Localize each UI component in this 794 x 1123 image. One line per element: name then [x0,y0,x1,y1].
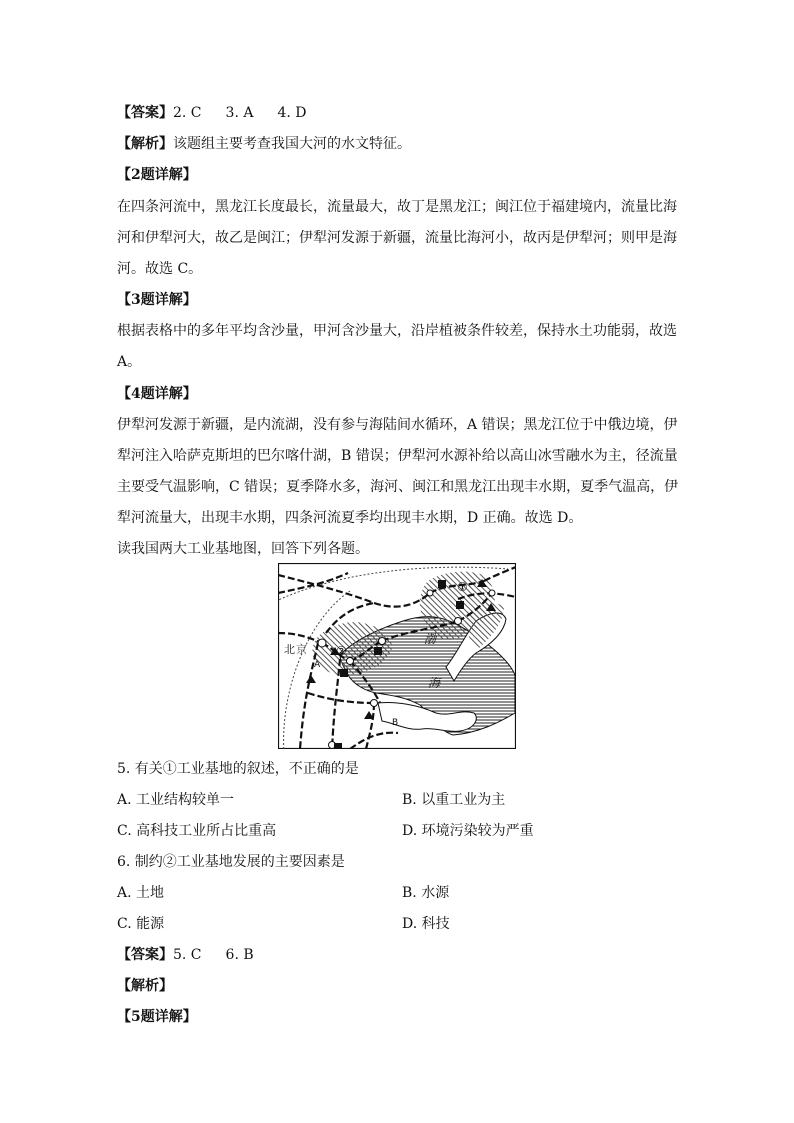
answer-item: 5. C [173,947,202,963]
q3-line: A。 [117,354,142,370]
analysis-tag-2: 【解析】 [117,978,173,994]
industry-square-icon [438,580,446,588]
q3-line: 根据表格中的多年平均含沙量，甲河含沙量大，沿岸植被条件较差，保持水土功能弱，故选 [117,323,677,339]
q4-line: 犁河流量大，出现丰水期，四条河流夏季均出现丰水期，D 正确。故选 D。 [117,510,583,526]
industry-square-icon [340,669,348,677]
label-base-1: ① [457,580,468,594]
q2-line: 河和伊犁河大，故乙是闽江；伊犁河发源于新疆，流量比海河小，故丙是伊犁河；则甲是海 [117,230,677,246]
q4-line: 伊犁河发源于新疆，是内流湖，没有参与海陆间水循环，A 错误；黑龙江位于中俄边境，伊 [117,417,678,433]
label-bo: 渤 [424,632,437,646]
industry-square-icon [374,647,382,655]
q6-option-c[interactable]: C. 能源 [117,916,165,932]
q2-line: 河。故选 C。 [117,261,203,277]
analysis-tag: 【解析】 [117,136,173,152]
q4-line: 主要受气温影响，C 错误；夏季降水多，海河、闽江和黑龙江出现丰水期，夏季气温高，伊 [117,479,679,495]
answer-tag: 【答案】 [117,105,173,121]
industry-square-icon [334,743,342,749]
answer-item: 3. A [225,105,254,121]
q2-heading: 【2题详解】 [117,167,197,183]
answer-line-2 [117,945,254,965]
label-point-b: B [392,718,399,728]
industrial-base-map [278,563,516,749]
answer-item: 6. B [225,947,254,963]
q5-heading: 【5题详解】 [117,1009,197,1025]
answer-tag: 【答案】 [117,947,173,963]
q4-line: 犁河注入哈萨克斯坦的巴尔喀什湖，B 错误；伊犁河水源补给以高山冰雪融水为主，径流量 [117,448,678,464]
q5-option-d[interactable]: D. 环境污染较为严重 [402,823,534,839]
q4-heading: 【4题详解】 [117,386,197,402]
q2-line: 在四条河流中，黑龙江长度最长，流量最大，故丁是黑龙江；闽江位于福建境内，流量比海 [117,199,677,215]
q6-stem: 6. 制约②工业基地发展的主要因素是 [117,854,345,870]
q5-option-c[interactable]: C. 高科技工业所占比重高 [117,823,277,839]
answer-line-1 [117,103,307,123]
answer-item: 2. C [173,105,202,121]
q5-stem: 5. 有关①工业基地的叙述，不正确的是 [117,761,359,777]
q6-option-d[interactable]: D. 科技 [402,916,450,932]
q6-option-a[interactable]: A. 土地 [117,885,165,901]
q5-option-a[interactable]: A. 工业结构较单一 [117,792,235,808]
label-base-2: ② [336,644,347,658]
intro-text: 读我国两大工业基地图，回答下列各题。 [117,541,369,557]
label-hai: 海 [428,676,441,690]
label-point-a: A [314,660,321,670]
analysis-text: 该题组主要考查我国大河的水文特征。 [173,136,411,152]
q5-option-b[interactable]: B. 以重工业为主 [402,792,506,808]
q6-option-b[interactable]: B. 水源 [402,885,450,901]
q3-heading: 【3题详解】 [117,292,197,308]
industry-square-icon [456,601,464,609]
analysis-line-1 [117,134,411,154]
label-beijing: 北 [284,643,295,656]
answer-item: 4. D [277,105,307,121]
label-beijing-2: 京 [296,643,307,656]
